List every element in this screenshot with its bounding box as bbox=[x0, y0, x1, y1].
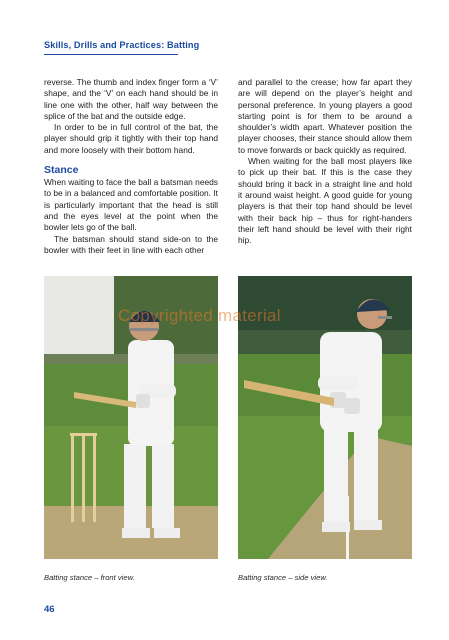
paragraph: When waiting for the ball most players like to pick up their bat. If this is the case they should bring it back in a straight line and hold it around waist height. A good guide for young players is that their top hand should be level with their back hip – thus for right-handers their left hand should be level with their right hip. bbox=[238, 156, 412, 246]
watermark: Copyrighted material bbox=[118, 306, 281, 325]
section-heading: Stance bbox=[44, 164, 79, 177]
paragraph: When waiting to face the ball a batsman needs to be in a balanced and comfortable position. It is particularly important that the head is still and the eyes level at the point when the bowler lets go of the ball. bbox=[44, 177, 218, 233]
running-head: Skills, Drills and Practices: Batting bbox=[44, 40, 200, 50]
left-column bbox=[44, 77, 218, 256]
paragraph: and parallel to the crease; how far apart they are will depend on the player’s height and personal preference. In young players a good starting point is for them to be around a shoulder’s width apart. Whatever position the player chooses, their stance should allow them to move forwards or back quickly as required. bbox=[238, 77, 412, 155]
figure-caption: Batting stance – front view. bbox=[44, 573, 135, 582]
figure-caption: Batting stance – side view. bbox=[238, 573, 328, 582]
page-number: 46 bbox=[44, 604, 55, 615]
paragraph: In order to be in full control of the bat, the player should grip it tightly with their top hand and more loosely with their bottom hand. bbox=[44, 122, 218, 155]
header-rule bbox=[44, 54, 178, 55]
paragraph: reverse. The thumb and index finger form a ‘V’ shape, and the ‘V’ on each hand should be in line one with the other, half way between the splice of the bat and the outside edge. bbox=[44, 77, 218, 121]
paragraph: The batsman should stand side-on to the bowler with their feet in line with each other bbox=[44, 233, 218, 255]
right-column bbox=[238, 77, 412, 246]
